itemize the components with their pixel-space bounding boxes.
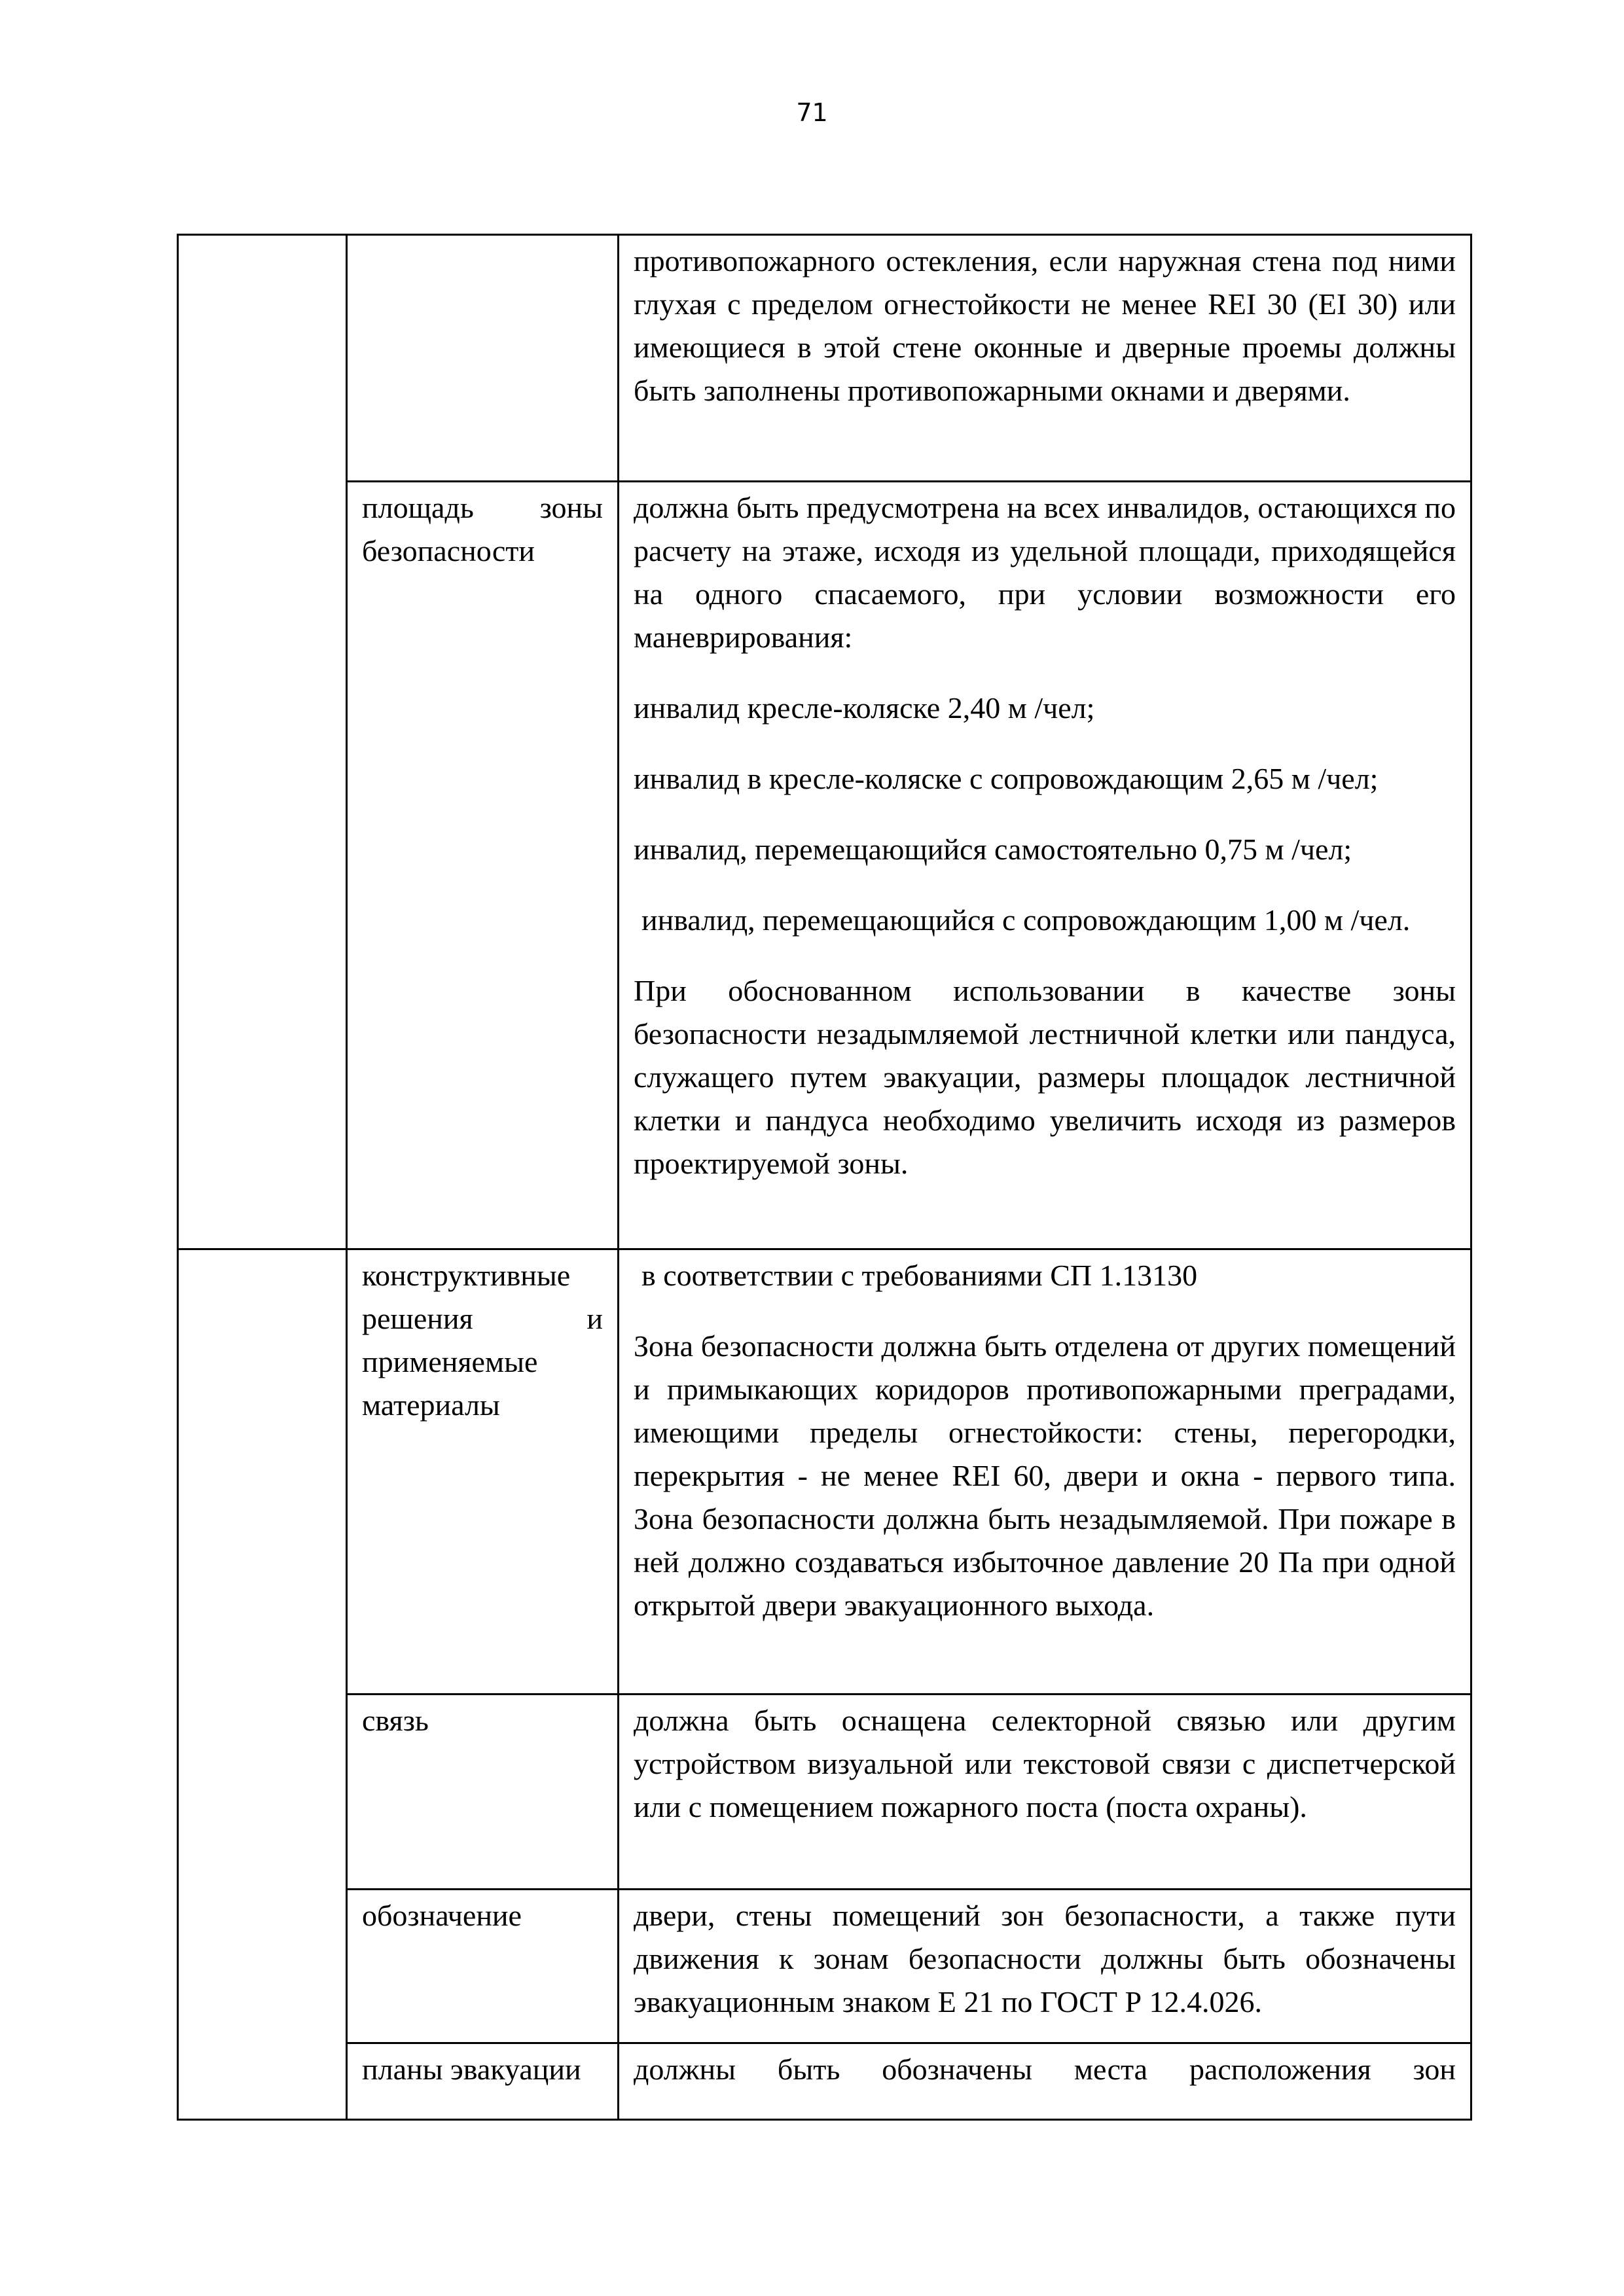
- row-label: планы эвакуации: [347, 2043, 619, 2120]
- table-row: [178, 1249, 1471, 1695]
- requirements-table: [177, 234, 1472, 2121]
- content-paragraph: должны быть обозначены места расположения зон: [634, 2053, 1456, 2086]
- table-row: [178, 1695, 1471, 1890]
- content-paragraph: инвалид, перемещающийся с сопровождающим 1,00 м /чел.: [641, 903, 1411, 937]
- content-paragraph: противопожарного остекления, если наружная стена под ними глухая с пределом огнестойкости не менее REI 30 (EI 30) или имеющиеся в этой стене оконные и дверные проемы должны быть заполнены противопожарными окнами и дверями.: [634, 244, 1456, 407]
- page-number: 71: [796, 98, 828, 127]
- content-paragraph: в соответствии с требованиями СП 1.13130: [641, 1259, 1198, 1292]
- row-content: [619, 235, 1471, 482]
- group-cell: [178, 235, 347, 1249]
- table-row: [178, 2043, 1471, 2120]
- content-paragraph: инвалид, перемещающийся самостоятельно 0,75 м /чел;: [634, 833, 1352, 866]
- row-content: [619, 1890, 1471, 2043]
- content-paragraph: инвалид в кресле-коляске с сопровождающим 2,65 м /чел;: [634, 762, 1379, 795]
- row-content: [619, 1249, 1471, 1695]
- row-content: [619, 482, 1471, 1249]
- table-row: [178, 1890, 1471, 2043]
- table-row: [178, 482, 1471, 1249]
- row-label: [347, 235, 619, 482]
- content-paragraph: должна быть предусмотрена на всех инвалидов, остающихся по расчету на этаже, исходя из удельной площади, приходящейся на одного спасаемого, при условии возможности его маневрирования:: [634, 491, 1456, 654]
- content-paragraph: должна быть оснащена селекторной связью или другим устройством визуальной или текстовой связи с диспетчерской или с помещением пожарного поста (поста охраны).: [634, 1704, 1456, 1823]
- content-paragraph: двери, стены помещений зон безопасности, а также пути движения к зонам безопасности должны быть обозначены эвакуационным знаком Е 21 по ГОСТ Р 12.4.026.: [634, 1899, 1456, 2018]
- row-label: площадь зоны безопасности: [347, 482, 619, 1249]
- row-label: связь: [347, 1695, 619, 1890]
- row-label: конструктивные решения и применяемые материалы: [347, 1249, 619, 1695]
- row-content: [619, 2043, 1471, 2120]
- row-label: обозначение: [347, 1890, 619, 2043]
- content-paragraph: При обоснованном использовании в качестве зоны безопасности незадымляемой лестничной клетки или пандуса, служащего путем эвакуации, размеры площадок лестничной клетки и пандуса необходимо увеличить исходя из размеров проектируемой зоны.: [634, 974, 1456, 1180]
- row-content: [619, 1695, 1471, 1890]
- content-paragraph: Зона безопасности должна быть отделена от других помещений и примыкающих коридоров противопожарными преградами, имеющими пределы огнестойкости: стены, перегородки, перекрытия - не менее REI 60, двери и окна - первого типа. Зона безопасности должна быть незадымляемой. При пожаре в ней должно создаваться избыточное давление 20 Па при одной открытой двери эвакуационного выхода.: [634, 1329, 1456, 1622]
- table-row: [178, 235, 1471, 482]
- content-paragraph: инвалид кресле-коляске 2,40 м /чел;: [634, 691, 1095, 725]
- group-cell: [178, 1249, 347, 2120]
